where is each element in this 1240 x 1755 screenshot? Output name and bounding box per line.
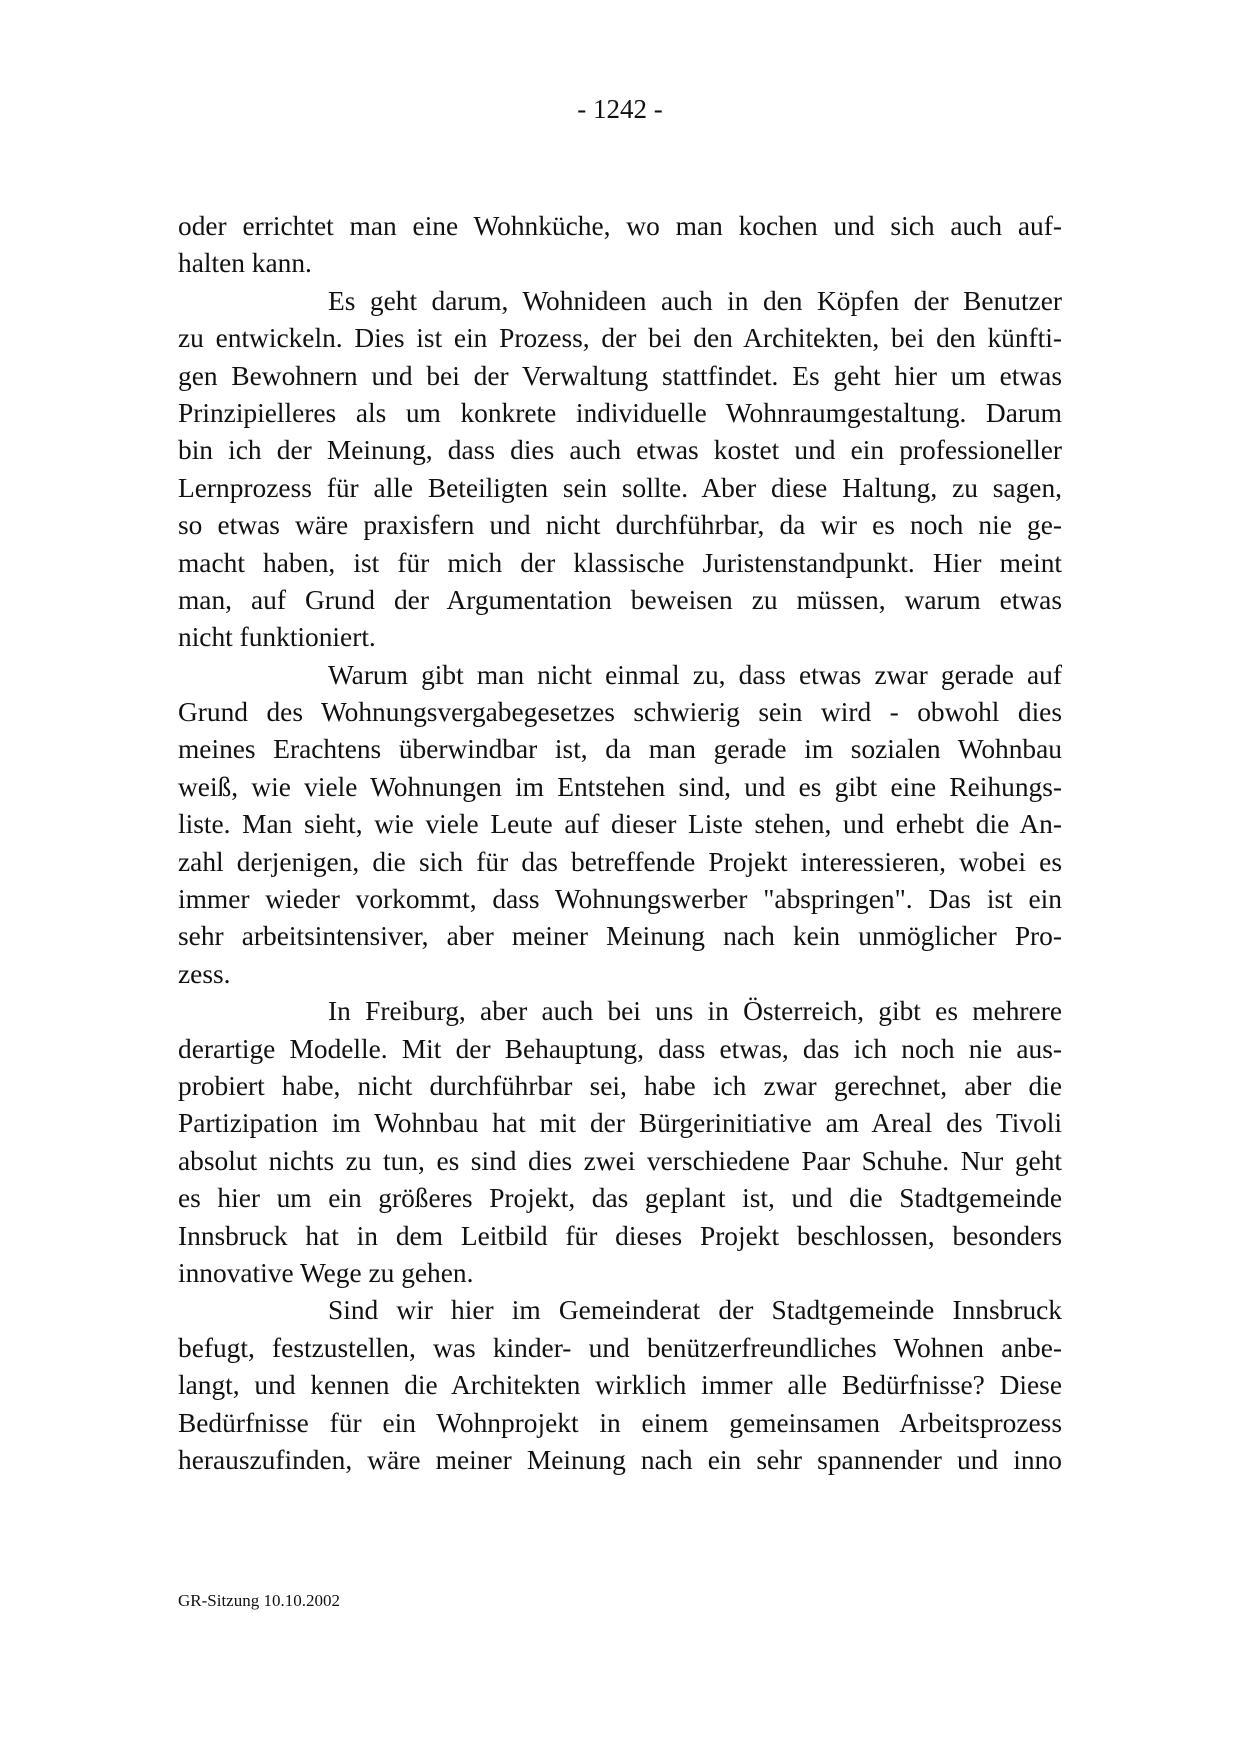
paragraph-first-line: Es geht darum, Wohnideen auch in den Köpfen der Benutzer	[328, 285, 1062, 316]
text-line: zess.	[178, 958, 231, 989]
footer-session-date: GR-Sitzung 10.10.2002	[178, 1591, 340, 1610]
text-line: meines Erachtens überwindbar ist, da man gerade im sozialen Wohnbau	[178, 734, 1062, 765]
text-line: absolut nichts zu tun, es sind dies zwei verschiedene Paar Schuhe. Nur geht	[178, 1145, 1062, 1176]
text-line: langt, und kennen die Architekten wirklich immer alle Bedürfnisse? Diese	[178, 1370, 1062, 1401]
text-line: Grund des Wohnungsvergabegesetzes schwierig sein wird - obwohl dies	[178, 697, 1062, 728]
text-line: weiß, wie viele Wohnungen im Entstehen sind, und es gibt eine Reihungs-	[178, 771, 1062, 802]
paragraph-first-line: In Freiburg, aber auch bei uns in Österreich, gibt es mehrere	[328, 996, 1062, 1027]
text-line: Partizipation im Wohnbau hat mit der Bürgerinitiative am Areal des Tivoli	[178, 1108, 1062, 1139]
text-line: immer wieder vorkommt, dass Wohnungswerber "abspringen". Das ist ein	[178, 884, 1062, 915]
text-line: Lernprozess für alle Beteiligten sein sollte. Aber diese Haltung, zu sagen,	[178, 472, 1062, 503]
page-number: - 1242 -	[577, 94, 663, 124]
text-line: nicht funktioniert.	[178, 622, 376, 653]
text-line: Prinzipielleres als um konkrete individuelle Wohnraumgestaltung. Darum	[178, 397, 1062, 428]
text-line: man, auf Grund der Argumentation beweisen zu müssen, warum etwas	[178, 584, 1062, 615]
text-line: so etwas wäre praxisfern und nicht durchführbar, da wir es noch nie ge-	[178, 510, 1062, 541]
text-line: zu entwickeln. Dies ist ein Prozess, der bei den Architekten, bei den künfti-	[178, 323, 1062, 354]
text-line: bin ich der Meinung, dass dies auch etwas kostet und ein professioneller	[178, 435, 1062, 466]
body-text	[178, 208, 1062, 1479]
text-line: zahl derjenigen, die sich für das betreffende Projekt interessieren, wobei es	[178, 846, 1062, 877]
text-line: sehr arbeitsintensiver, aber meiner Meinung nach kein unmöglicher Pro-	[178, 921, 1062, 952]
text-line: derartige Modelle. Mit der Behauptung, dass etwas, das ich noch nie aus-	[178, 1033, 1062, 1064]
text-line: befugt, festzustellen, was kinder- und benützerfreundliches Wohnen anbe-	[178, 1332, 1062, 1363]
text-line: probiert habe, nicht durchführbar sei, habe ich zwar gerechnet, aber die	[178, 1070, 1062, 1101]
text-line: halten kann.	[178, 248, 312, 279]
text-line: gen Bewohnern und bei der Verwaltung stattfindet. Es geht hier um etwas	[178, 360, 1062, 391]
text-line: macht haben, ist für mich der klassische Juristenstandpunkt. Hier meint	[178, 547, 1062, 578]
text-line: oder errichtet man eine Wohnküche, wo man kochen und sich auch auf-	[178, 211, 1062, 241]
text-line: Innsbruck hat in dem Leitbild für dieses Projekt beschlossen, besonders	[178, 1220, 1062, 1251]
text-line: es hier um ein größeres Projekt, das geplant ist, und die Stadtgemeinde	[178, 1183, 1062, 1214]
paragraph-first-line: Warum gibt man nicht einmal zu, dass etwas zwar gerade auf	[328, 659, 1062, 690]
text-line: herauszufinden, wäre meiner Meinung nach ein sehr spannender und inno	[178, 1444, 1062, 1475]
text-line: innovative Wege zu gehen.	[178, 1257, 474, 1288]
paragraph-first-line: Sind wir hier im Gemeinderat der Stadtgemeinde Innsbruck	[328, 1295, 1062, 1326]
text-line: Bedürfnisse für ein Wohnprojekt in einem gemeinsamen Arbeitsprozess	[178, 1407, 1062, 1438]
text-line: liste. Man sieht, wie viele Leute auf dieser Liste stehen, und erhebt die An-	[178, 809, 1062, 840]
